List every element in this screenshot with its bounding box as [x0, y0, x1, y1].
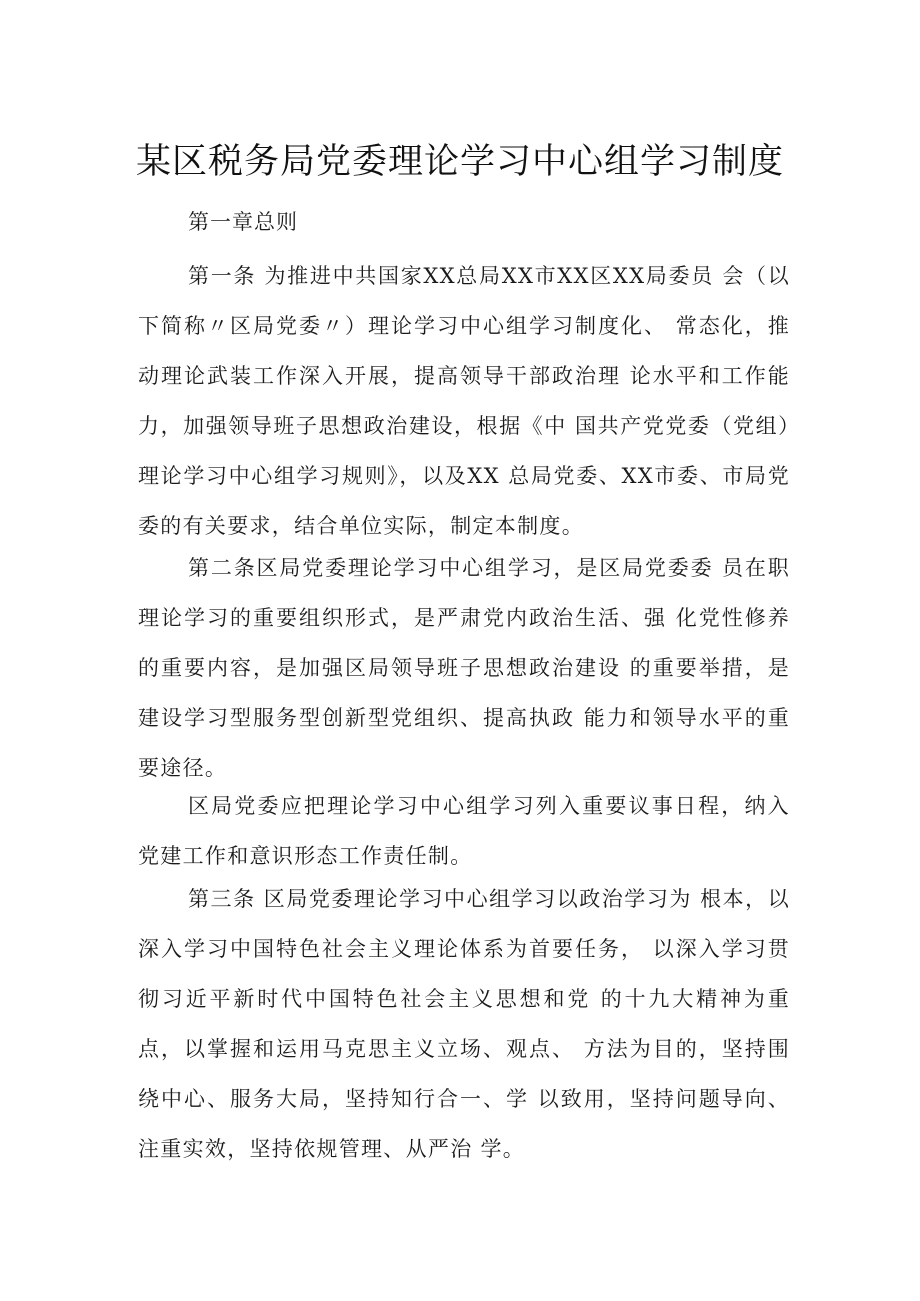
- article-2-supplement-paragraph: 区局党委应把理论学习中心组学习列入重要议事日程，纳入党建工作和意识形态工作责任制。: [138, 794, 790, 868]
- article-2-paragraph: 第二条区局党委理论学习中心组学习，是区局党委委 员在职理论学习的重要组织形式，是严肃党内政治生活、强 化党性修养的重要内容，是加强区局领导班子思想政治建设 的重要举措，是建设学习型服务型创新型党组织、提高执政 能力和领导水平的重要途径。: [138, 556, 790, 780]
- chapter-heading: 第一章总则: [188, 210, 298, 234]
- article-3-paragraph: 第三条 区局党委理论学习中心组学习以政治学习为 根本，以深入学习中国特色社会主义理论体系为首要任务， 以深入学习贯彻习近平新时代中国特色社会主义思想和党 的十九大精神为重点，以掌握和运用马克思主义立场、观点、 方法为目的，坚持围绕中心、服务大局，坚持知行合一、学 以致用，坚持问题导向、注重实效，坚持依规管理、从严治 学。: [138, 887, 790, 1161]
- document-title: 某区税务局党委理论学习中心组学习制度: [135, 142, 784, 182]
- article-1-paragraph: 第一条 为推进中共国家XX总局XX市XX区XX局委员 会（以下简称〃区局党委〃）理论学习中心组学习制度化、 常态化，推动理论武装工作深入开展，提高领导干部政治理 论水平和工作能力，加强领导班子思想政治建设，根据《中 国共产党党委（党组）理论学习中心组学习规则》，以及XX 总局党委、XX市委、市局党委的有关要求，结合单位实际，制定本制度。: [138, 264, 790, 538]
